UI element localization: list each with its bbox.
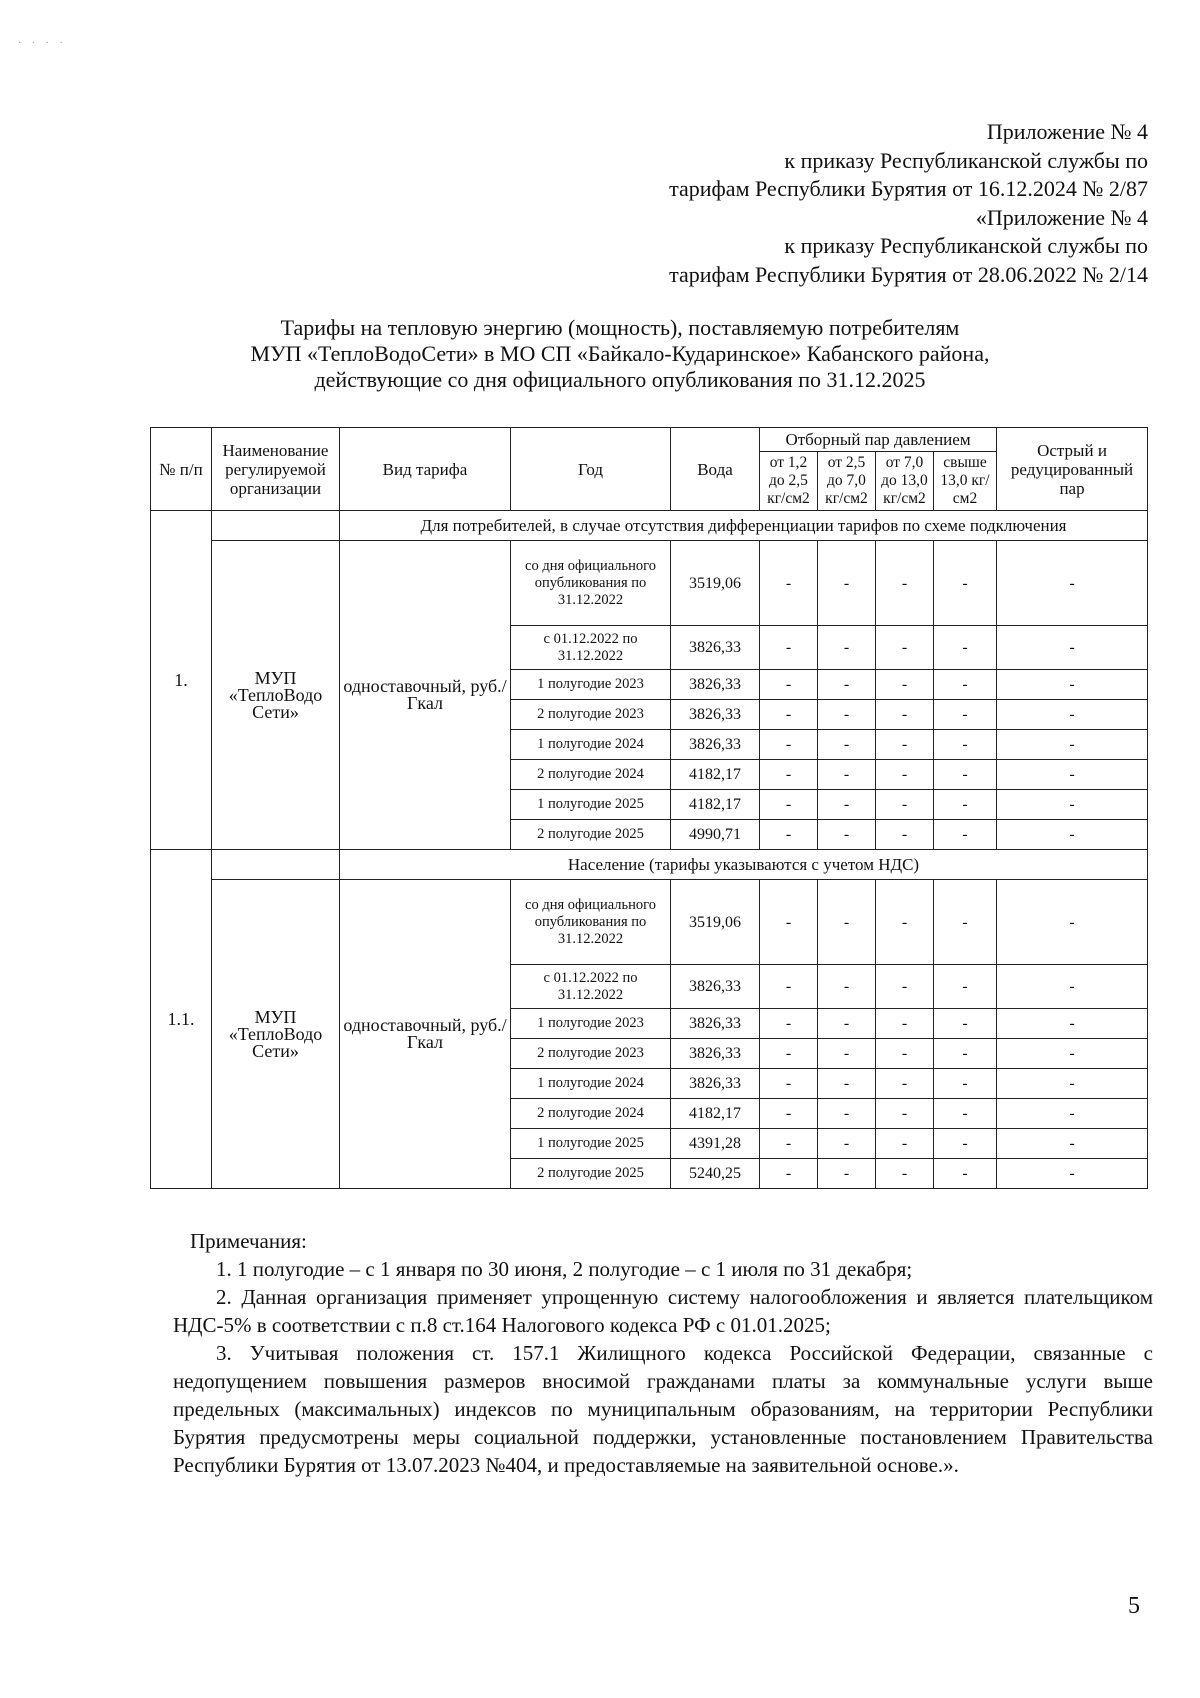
sharp-steam-value: -	[997, 820, 1148, 850]
header-line: тарифам Республики Бурятия от 16.12.2024 № 2/87	[669, 176, 1148, 201]
steam-value-1: -	[760, 1159, 818, 1189]
steam-value-2: -	[818, 1009, 876, 1039]
period-cell: со дня официального опубликования по 31.12.2022	[511, 541, 671, 626]
steam-value-2: -	[818, 541, 876, 626]
steam-value-1: -	[760, 760, 818, 790]
steam-value-3: -	[876, 730, 934, 760]
steam-value-1: -	[760, 1129, 818, 1159]
period-cell: с 01.12.2022 по 31.12.2022	[511, 626, 671, 670]
period-cell: 1 полугодие 2025	[511, 790, 671, 820]
steam-value-4: -	[934, 1129, 997, 1159]
table-row	[151, 541, 1148, 626]
steam-value-1: -	[760, 626, 818, 670]
steam-value-3: -	[876, 790, 934, 820]
period-cell: с 01.12.2022 по 31.12.2022	[511, 965, 671, 1009]
water-value: 4182,17	[671, 790, 760, 820]
header-org: Наименование регулируемой организации	[212, 428, 340, 511]
water-value: 3519,06	[671, 541, 760, 626]
steam-value-3: -	[876, 820, 934, 850]
header-kind: Вид тарифа	[340, 428, 511, 511]
section-blank-cell	[212, 511, 340, 541]
steam-value-3: -	[876, 1069, 934, 1099]
steam-value-3: -	[876, 541, 934, 626]
water-value: 3519,06	[671, 880, 760, 965]
period-cell: 2 полугодие 2025	[511, 820, 671, 850]
title-line: Тарифы на тепловую энергию (мощность), поставляемую потребителям	[280, 315, 960, 340]
steam-value-4: -	[934, 880, 997, 965]
steam-value-3: -	[876, 1039, 934, 1069]
sharp-steam-value: -	[997, 670, 1148, 700]
header-steam-2: от 2,5 до 7,0 кг/см2	[818, 452, 876, 511]
water-value: 4391,28	[671, 1129, 760, 1159]
steam-value-3: -	[876, 1009, 934, 1039]
steam-value-3: -	[876, 626, 934, 670]
water-value: 3826,33	[671, 670, 760, 700]
steam-value-2: -	[818, 1159, 876, 1189]
section-title-row	[151, 850, 1148, 880]
section-number: 1.	[151, 511, 212, 850]
water-value: 4182,17	[671, 760, 760, 790]
steam-value-3: -	[876, 700, 934, 730]
sharp-steam-value: -	[997, 1069, 1148, 1099]
sharp-steam-value: -	[997, 730, 1148, 760]
steam-value-1: -	[760, 880, 818, 965]
steam-value-4: -	[934, 541, 997, 626]
steam-value-3: -	[876, 1159, 934, 1189]
period-cell: 1 полугодие 2023	[511, 1009, 671, 1039]
sharp-steam-value: -	[997, 1129, 1148, 1159]
sharp-steam-value: -	[997, 1159, 1148, 1189]
steam-value-1: -	[760, 1069, 818, 1099]
steam-value-1: -	[760, 700, 818, 730]
header-line: тарифам Республики Бурятия от 28.06.2022 № 2/14	[669, 261, 1148, 287]
header-sharp-steam: Острый и редуцированный пар	[997, 428, 1148, 511]
steam-value-2: -	[818, 626, 876, 670]
steam-value-4: -	[934, 700, 997, 730]
header-steam-4: свыше 13,0 кг/см2	[934, 452, 997, 511]
steam-value-2: -	[818, 790, 876, 820]
note-item: 2. Данная организация применяет упрощенную систему налогообложения и является плательщиком НДС-5% в соответствии с п.8 ст.164 Налогового кодекса РФ с 01.01.2025;	[173, 1285, 1153, 1337]
document-title	[150, 315, 1090, 393]
water-value: 3826,33	[671, 1039, 760, 1069]
steam-value-4: -	[934, 790, 997, 820]
steam-value-1: -	[760, 790, 818, 820]
steam-value-3: -	[876, 760, 934, 790]
tariff-table	[150, 427, 1148, 1189]
steam-value-1: -	[760, 541, 818, 626]
steam-value-2: -	[818, 760, 876, 790]
tariff-kind: одноставочный, руб./Гкал	[340, 541, 511, 850]
period-cell: 2 полугодие 2025	[511, 1159, 671, 1189]
sharp-steam-value: -	[997, 1099, 1148, 1129]
steam-value-4: -	[934, 1039, 997, 1069]
title-line: МУП «ТеплоВодоСети» в МО СП «Байкало-Кударинское» Кабанского района,	[250, 341, 990, 366]
steam-value-3: -	[876, 1099, 934, 1129]
period-cell: 1 полугодие 2024	[511, 730, 671, 760]
steam-value-2: -	[818, 670, 876, 700]
table-row	[151, 880, 1148, 965]
steam-value-2: -	[818, 965, 876, 1009]
appendix-header	[448, 118, 1148, 289]
steam-value-1: -	[760, 730, 818, 760]
steam-value-2: -	[818, 1099, 876, 1129]
section-title: Население (тарифы указываются с учетом НДС)	[340, 850, 1148, 880]
steam-value-4: -	[934, 1159, 997, 1189]
section-title-row	[151, 511, 1148, 541]
water-value: 4182,17	[671, 1099, 760, 1129]
steam-value-4: -	[934, 626, 997, 670]
header-line: к приказу Республиканской службы по	[784, 233, 1148, 258]
steam-value-2: -	[818, 1069, 876, 1099]
steam-value-4: -	[934, 820, 997, 850]
steam-value-2: -	[818, 880, 876, 965]
steam-value-1: -	[760, 965, 818, 1009]
steam-value-4: -	[934, 965, 997, 1009]
tariff-kind: одноставочный, руб./Гкал	[340, 880, 511, 1189]
sharp-steam-value: -	[997, 626, 1148, 670]
period-cell: 2 полугодие 2023	[511, 700, 671, 730]
header-line: к приказу Республиканской службы по	[784, 147, 1148, 173]
period-cell: со дня официального опубликования по 31.12.2022	[511, 880, 671, 965]
steam-value-2: -	[818, 1039, 876, 1069]
water-value: 3826,33	[671, 626, 760, 670]
header-steam-3: от 7,0 до 13,0 кг/см2	[876, 452, 934, 511]
notes-heading: Примечания:	[190, 1229, 307, 1253]
period-cell: 1 полугодие 2023	[511, 670, 671, 700]
sharp-steam-value: -	[997, 700, 1148, 730]
header-steam-1: от 1,2 до 2,5 кг/см2	[760, 452, 818, 511]
notes-block	[175, 1227, 1153, 1479]
water-value: 3826,33	[671, 1069, 760, 1099]
steam-value-1: -	[760, 1039, 818, 1069]
steam-value-2: -	[818, 730, 876, 760]
steam-value-1: -	[760, 820, 818, 850]
header-num: № п/п	[151, 428, 212, 511]
page-number: 5	[1128, 1593, 1140, 1619]
organization-name: МУП «ТеплоВодо Сети»	[212, 880, 340, 1189]
sharp-steam-value: -	[997, 790, 1148, 820]
water-value: 4990,71	[671, 820, 760, 850]
section-number: 1.1.	[151, 850, 212, 1189]
header-year: Год	[511, 428, 671, 511]
section-blank-cell	[212, 850, 340, 880]
steam-value-2: -	[818, 1129, 876, 1159]
steam-value-4: -	[934, 1099, 997, 1129]
steam-value-4: -	[934, 1009, 997, 1039]
steam-value-4: -	[934, 670, 997, 700]
header-steam-group: Отборный пар давлением	[760, 428, 997, 452]
scan-specks: · · · ·	[18, 38, 67, 49]
steam-value-4: -	[934, 1069, 997, 1099]
steam-value-3: -	[876, 965, 934, 1009]
section-title: Для потребителей, в случае отсутствия дифференциации тарифов по схеме подключения	[340, 511, 1148, 541]
steam-value-4: -	[934, 760, 997, 790]
steam-value-1: -	[760, 1009, 818, 1039]
period-cell: 1 полугодие 2025	[511, 1129, 671, 1159]
water-value: 3826,33	[671, 1009, 760, 1039]
steam-value-3: -	[876, 1129, 934, 1159]
header-line: Приложение № 4	[986, 119, 1148, 144]
title-line: действующие со дня официального опубликования по 31.12.2025	[314, 367, 926, 392]
organization-name: МУП «ТеплоВодо Сети»	[212, 541, 340, 850]
water-value: 3826,33	[671, 700, 760, 730]
sharp-steam-value: -	[997, 965, 1148, 1009]
steam-value-2: -	[818, 820, 876, 850]
steam-value-1: -	[760, 670, 818, 700]
steam-value-3: -	[876, 670, 934, 700]
sharp-steam-value: -	[997, 541, 1148, 626]
period-cell: 2 полугодие 2024	[511, 760, 671, 790]
note-item: 3. Учитывая положения ст. 157.1 Жилищного кодекса Российской Федерации, связанные с недопущением повышения размеров вносимой гражданами платы за коммунальные услуги выше предельных (максимальных) индексов по муниципальным образованиям, на территории Республики Бурятия предусмотрены меры социальной поддержки, установленные постановлением Правительства Республики Бурятия от 13.07.2023 №404, и предоставляемые на заявительной основе.».	[173, 1341, 1153, 1477]
note-item: 1. 1 полугодие – с 1 января по 30 июня, 2 полугодие – с 1 июля по 31 декабря;	[216, 1257, 913, 1281]
period-cell: 2 полугодие 2024	[511, 1099, 671, 1129]
steam-value-2: -	[818, 700, 876, 730]
sharp-steam-value: -	[997, 1009, 1148, 1039]
water-value: 3826,33	[671, 965, 760, 1009]
sharp-steam-value: -	[997, 1039, 1148, 1069]
period-cell: 1 полугодие 2024	[511, 1069, 671, 1099]
header-water: Вода	[671, 428, 760, 511]
sharp-steam-value: -	[997, 880, 1148, 965]
water-value: 5240,25	[671, 1159, 760, 1189]
header-line: «Приложение № 4	[975, 204, 1148, 230]
water-value: 3826,33	[671, 730, 760, 760]
period-cell: 2 полугодие 2023	[511, 1039, 671, 1069]
steam-value-1: -	[760, 1099, 818, 1129]
sharp-steam-value: -	[997, 760, 1148, 790]
steam-value-3: -	[876, 880, 934, 965]
steam-value-4: -	[934, 730, 997, 760]
